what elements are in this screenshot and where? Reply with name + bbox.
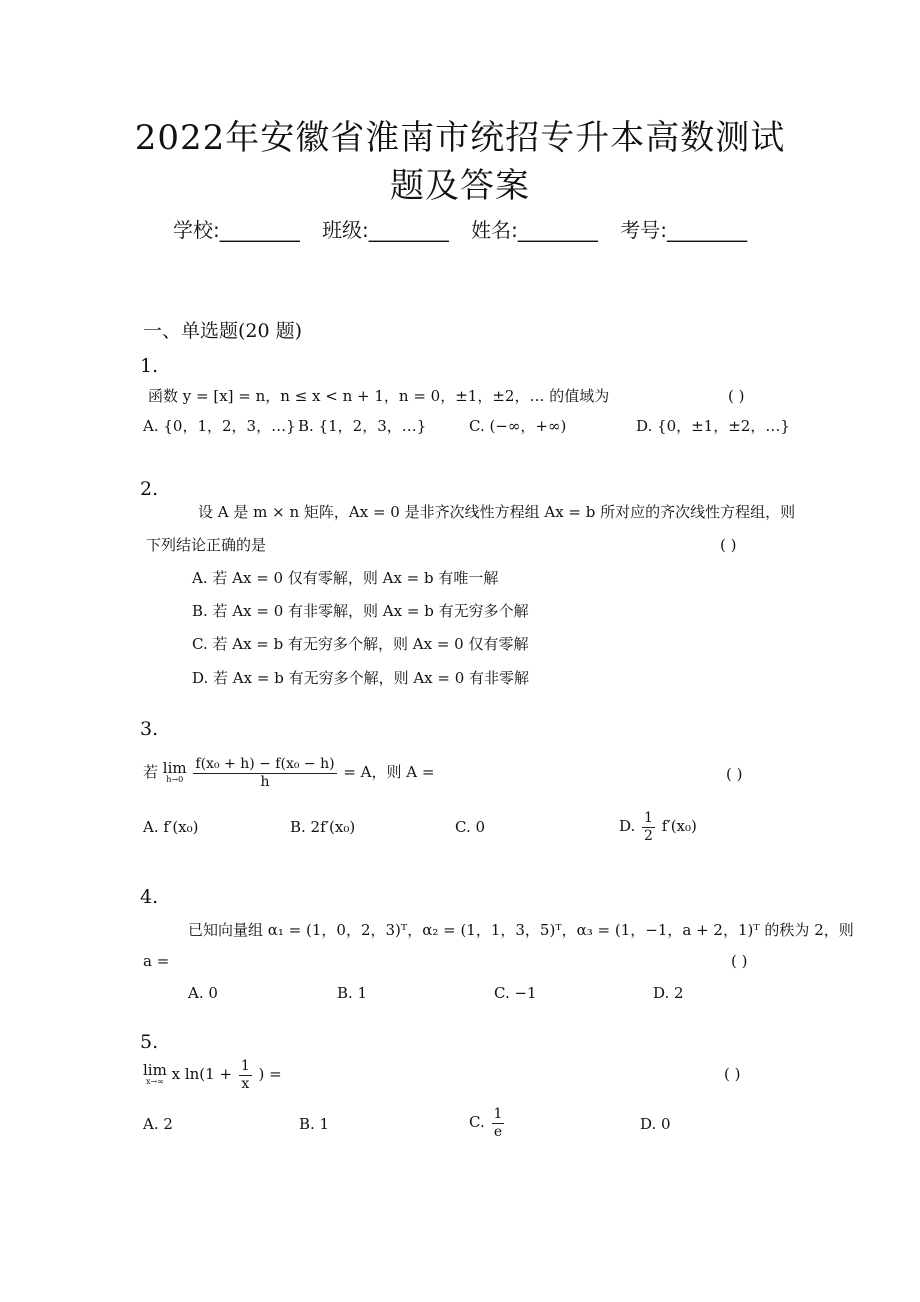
option-a: A. f′(x₀) [143, 818, 199, 836]
option-c [469, 1102, 506, 1142]
option-d-label: D. [619, 817, 636, 835]
school-field: 学校:________ [172, 218, 300, 242]
question-number: 3. [140, 718, 159, 740]
question-stem [143, 1054, 282, 1094]
question-number: 4. [140, 886, 159, 908]
answer-parenthesis: ( ) [731, 952, 748, 970]
limit-subscript: x→∞ [145, 1077, 164, 1086]
question-stem-line2: 下列结论正确的是 [146, 536, 267, 554]
option-b: B. 2f′(x₀) [290, 818, 356, 836]
limit-subscript: h→0 [166, 775, 184, 784]
option-d: D. 若 Ax = b 有无穷多个解，则 Ax = 0 有非零解 [192, 669, 530, 687]
option-d: D. 2 [653, 984, 684, 1002]
option-c: C. 0 [455, 818, 486, 836]
stem-suffix: = A，则 A = [343, 763, 435, 781]
exam-number-field: 考号:________ [620, 218, 748, 242]
question-stem-line2: a = [143, 952, 170, 970]
question-stem: 函数 y = [x] = n，n ≤ x < n + 1，n = 0，±1，±2，… 的值域为 [148, 387, 610, 405]
inverse-e-fraction [492, 1106, 505, 1141]
option-d: D. 0 [640, 1115, 671, 1133]
option-a: A. {0，1，2，3，…} [143, 417, 296, 435]
difference-quotient [193, 756, 336, 791]
fraction-numerator: f(x₀ + h) − f(x₀ − h) [195, 755, 335, 772]
fraction-denominator: h [260, 773, 270, 790]
class-field: 班级:________ [322, 218, 449, 242]
stem-prefix: 若 [143, 763, 159, 781]
question-stem [143, 752, 434, 792]
fraction-denominator: 2 [644, 827, 653, 844]
option-b: B. {1，2，3，…} [298, 417, 427, 435]
option-d: D. {0，±1，±2，…} [636, 417, 790, 435]
name-field: 姓名:________ [471, 218, 598, 242]
option-a: A. 0 [188, 984, 218, 1002]
limit-operator [163, 761, 187, 785]
student-info-row [0, 216, 920, 244]
option-a: A. 2 [143, 1115, 173, 1133]
option-b: B. 1 [299, 1115, 330, 1133]
option-c-label: C. [469, 1113, 485, 1131]
half-fraction [642, 810, 655, 845]
fraction-numerator: 1 [240, 1057, 250, 1074]
document-title-line2: 题及答案 [390, 166, 530, 206]
option-d [619, 806, 697, 846]
limit-text: lim [143, 1061, 167, 1079]
option-c: C. 若 Ax = b 有无穷多个解，则 Ax = 0 仅有零解 [192, 635, 529, 653]
answer-parenthesis: ( ) [726, 765, 743, 783]
answer-parenthesis: ( ) [720, 536, 737, 554]
reciprocal-fraction [239, 1058, 252, 1093]
answer-parenthesis: ( ) [724, 1065, 741, 1083]
option-c: C. (−∞，+∞) [469, 417, 567, 435]
option-a: A. 若 Ax = 0 仅有零解，则 Ax = b 有唯一解 [192, 569, 499, 587]
stem-suffix: ) = [258, 1065, 282, 1083]
option-d-expression: f′(x₀) [661, 817, 697, 835]
fraction-denominator: x [241, 1075, 250, 1092]
option-b: B. 若 Ax = 0 有非零解，则 Ax = b 有无穷多个解 [192, 602, 529, 620]
question-number: 5. [140, 1031, 159, 1053]
question-stem-line1: 已知向量组 α₁ = (1，0，2，3)ᵀ，α₂ = (1，1，3，5)ᵀ，α₃ = (1，−1，a + 2，1)ᵀ 的秩为 2，则 [188, 921, 854, 939]
stem-middle: x ln(1 + [171, 1065, 233, 1083]
limit-text: lim [162, 759, 187, 777]
fraction-numerator: 1 [493, 1105, 503, 1122]
section-heading: 一、单选题(20 题) [143, 320, 303, 342]
document-title-line1: 2022年安徽省淮南市统招专升本高数测试 [134, 118, 786, 158]
fraction-numerator: 1 [644, 809, 653, 826]
answer-parenthesis: ( ) [728, 387, 745, 405]
fraction-denominator: e [493, 1123, 503, 1140]
option-b: B. 1 [337, 984, 368, 1002]
option-c: C. −1 [494, 984, 537, 1002]
question-number: 2. [140, 478, 159, 500]
question-stem-line1: 设 A 是 m × n 矩阵，Ax = 0 是非齐次线性方程组 Ax = b 所对应的齐次线性方程组，则 [198, 503, 796, 521]
limit-operator [143, 1063, 167, 1087]
question-number: 1. [140, 355, 159, 377]
